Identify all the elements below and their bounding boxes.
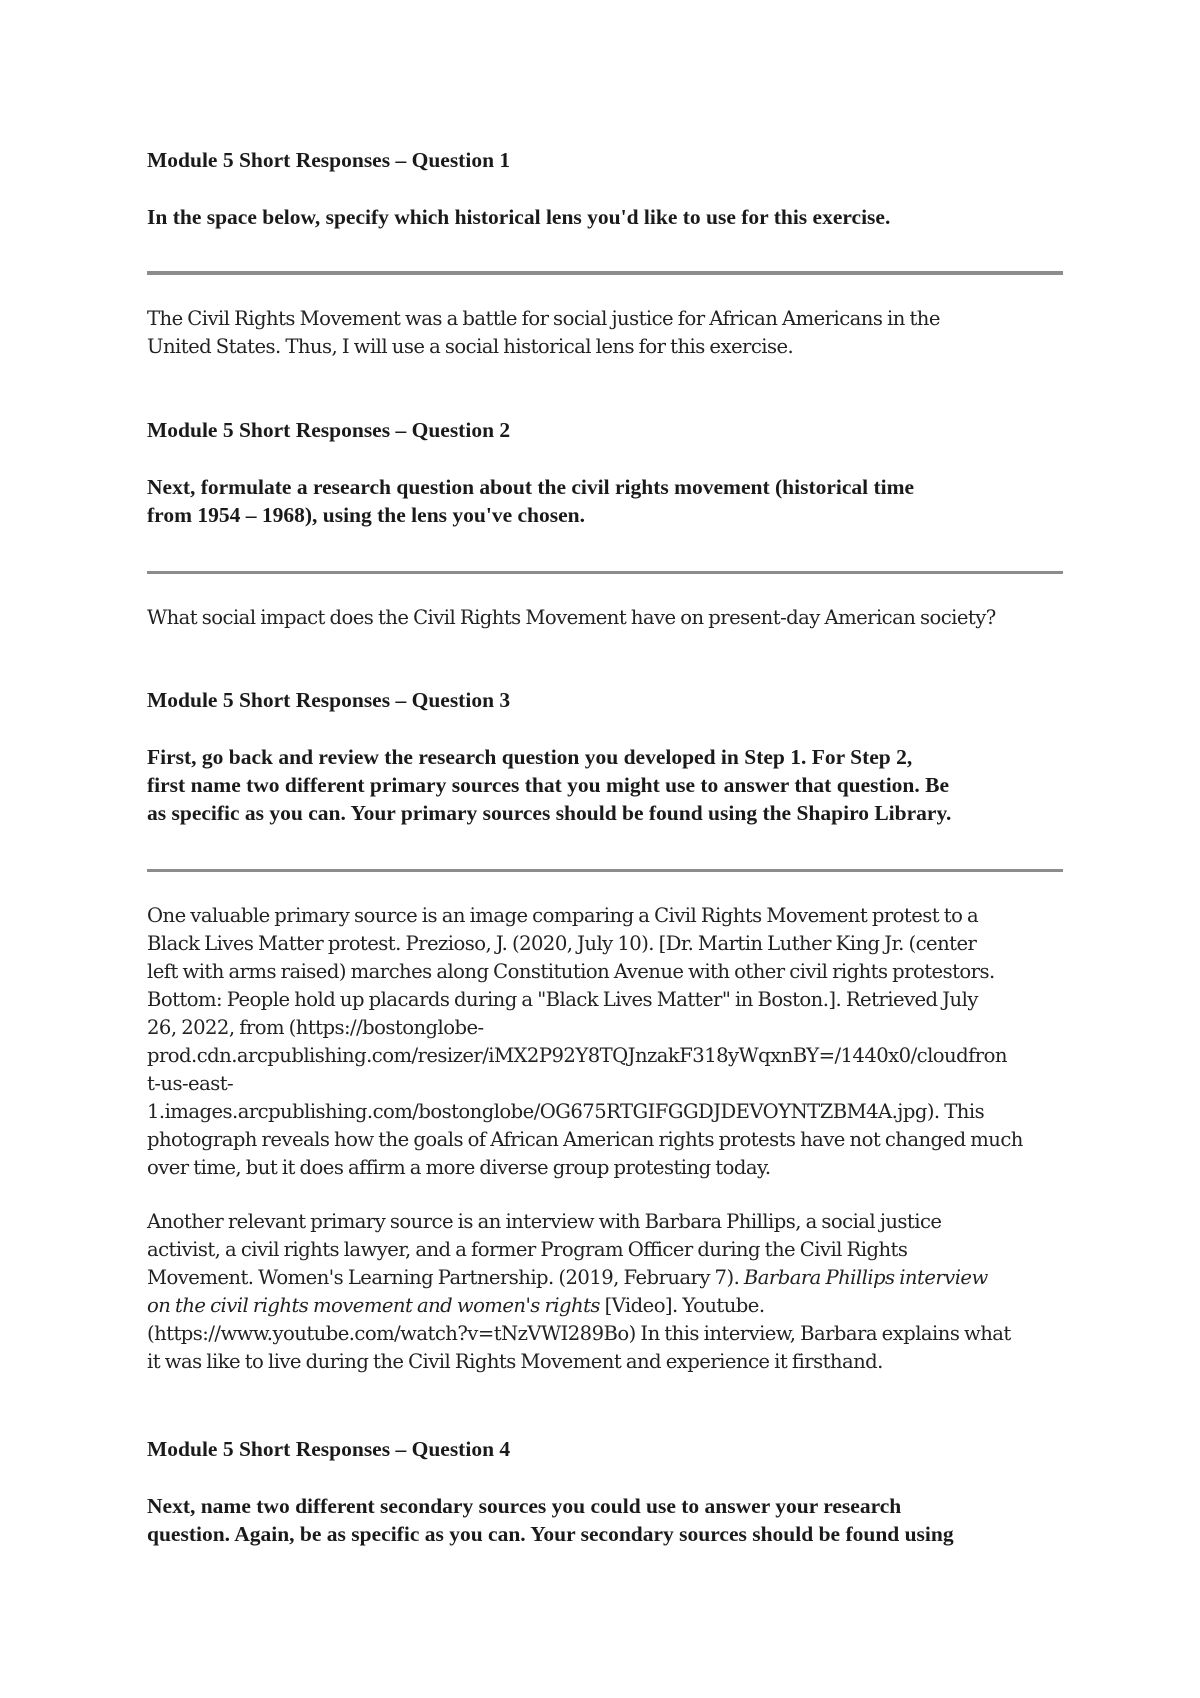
answer-line: (https://www.youtube.com/watch?v=tNzVWI289Bo) In this interview, Barbara explains what	[147, 1322, 1011, 1345]
answer-line: The Civil Rights Movement was a battle for social justice for African Americans in the	[147, 307, 940, 330]
question-1-answer	[147, 305, 1063, 361]
question-2-heading: Module 5 Short Responses – Question 2	[147, 418, 511, 442]
answer-line: left with arms raised) marches along Constitution Avenue with other civil rights protestors.	[147, 960, 995, 983]
question-3-prompt	[147, 743, 1063, 827]
citation-text: [Video]. Youtube.	[599, 1294, 765, 1317]
answer-line	[147, 1292, 1063, 1320]
answer-line: photograph reveals how the goals of African American rights protests have not changed much	[147, 1128, 1023, 1151]
answer-line: t-us-east-	[147, 1072, 234, 1095]
question-4-prompt	[147, 1492, 1063, 1548]
question-1-prompt	[147, 203, 1063, 231]
answer-line: One valuable primary source is an image comparing a Civil Rights Movement protest to a	[147, 904, 979, 927]
answer-line: activist, a civil rights lawyer, and a former Program Officer during the Civil Rights	[147, 1238, 908, 1261]
prompt-line: from 1954 – 1968), using the lens you've chosen.	[147, 503, 585, 527]
prompt-line: first name two different primary sources that you might use to answer that question. Be	[147, 773, 950, 797]
video-title-italic: on the civil rights movement and women's rights	[147, 1294, 600, 1317]
question-2-answer	[147, 604, 1063, 632]
answer-line: 1.images.arcpublishing.com/bostonglobe/OG675RTGIFGGDJDEVOYNTZBM4A.jpg). This	[147, 1100, 985, 1123]
answer-line: it was like to live during the Civil Rights Movement and experience it firsthand.	[147, 1350, 883, 1373]
answer-line: What social impact does the Civil Rights Movement have on present-day American society?	[147, 606, 996, 629]
question-1-heading: Module 5 Short Responses – Question 1	[147, 148, 511, 172]
prompt-line: In the space below, specify which historical lens you'd like to use for this exercise.	[147, 205, 891, 229]
citation-text: Movement. Women's Learning Partnership. (2019, February 7).	[147, 1266, 744, 1289]
prompt-line: Next, name two different secondary sources you could use to answer your research	[147, 1494, 902, 1518]
answer-line: prod.cdn.arcpublishing.com/resizer/iMX2P92Y8TQJnzakF318yWqxnBY=/1440x0/cloudfron	[147, 1044, 1007, 1067]
answer-line: Another relevant primary source is an interview with Barbara Phillips, a social justice	[147, 1210, 942, 1233]
answer-line: over time, but it does affirm a more diverse group protesting today.	[147, 1156, 771, 1179]
divider-rule	[147, 869, 1063, 872]
answer-line: 26, 2022, from (https://bostonglobe-	[147, 1016, 484, 1039]
answer-line: Black Lives Matter protest. Prezioso, J. (2020, July 10). [Dr. Martin Luther King Jr. (center	[147, 932, 977, 955]
question-3-answer-1	[147, 902, 1063, 1182]
prompt-line: question. Again, be as specific as you can. Your secondary sources should be found using	[147, 1522, 954, 1546]
prompt-line: as specific as you can. Your primary sources should be found using the Shapiro Library.	[147, 801, 952, 825]
divider-rule	[147, 571, 1063, 574]
question-3-answer-2	[147, 1208, 1063, 1376]
answer-line: United States. Thus, I will use a social historical lens for this exercise.	[147, 335, 794, 358]
question-3-heading: Module 5 Short Responses – Question 3	[147, 688, 511, 712]
question-4-heading: Module 5 Short Responses – Question 4	[147, 1437, 511, 1461]
video-title-italic: Barbara Phillips interview	[743, 1266, 988, 1289]
answer-line	[147, 1264, 1063, 1292]
divider-rule	[147, 271, 1063, 275]
prompt-line: Next, formulate a research question about the civil rights movement (historical time	[147, 475, 915, 499]
question-2-prompt	[147, 473, 1063, 529]
prompt-line: First, go back and review the research question you developed in Step 1. For Step 2,	[147, 745, 913, 769]
answer-line: Bottom: People hold up placards during a "Black Lives Matter" in Boston.]. Retrieved July	[147, 988, 978, 1011]
